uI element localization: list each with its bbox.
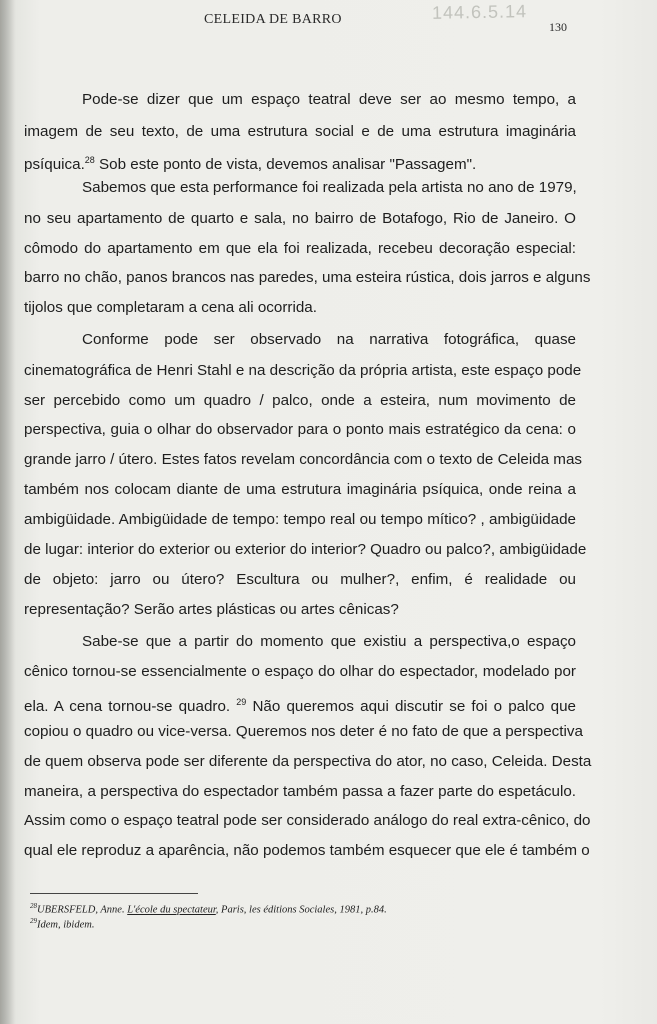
line-text: ela. A cena tornou-se quadro. [24,698,237,716]
footnote-author: UBERSFELD, Anne. [37,904,128,916]
paragraph-4-line: qual ele reproduz a aparência, não podemos também esquecer que ele é também o [24,842,590,859]
paragraph-3-line: também nos colocam diante de uma estrutura imaginária psíquica, onde reina a [24,481,576,498]
paragraph-3-line: de objeto: jarro ou útero? Escultura ou mulher?, enfim, é realidade ou [24,571,576,588]
footnote-number: 28 [30,902,37,910]
paragraph-1-line: Pode-se dizer que um espaço teatral deve ser ao mesmo tempo, a [82,91,576,108]
footnote-reference: 28 [84,155,95,165]
paragraph-3-line: Conforme pode ser observado na narrativa fotográfica, quase [82,331,576,348]
paragraph-2-line: Sabemos que esta performance foi realizada pela artista no ano de 1979, [82,179,577,196]
paragraph-4-line: de quem observa pode ser diferente da perspectiva do ator, no caso, Celeida. Desta [24,753,592,770]
paragraph-4-line: Assim como o espaço teatral pode ser considerado análogo do real extra-cênico, do [24,812,591,829]
line-text: Não queremos aqui discutir se foi o palco que [246,698,576,716]
paragraph-3-line: ambigüidade. Ambigüidade de tempo: tempo real ou tempo mítico? , ambigüidade [24,511,576,528]
footnote-number: 29 [30,917,37,925]
paragraph-4-line: copiou o quadro ou vice-versa. Queremos nos deter é no fato de que a perspectiva [24,723,583,740]
paragraph-1-line [24,150,576,175]
paragraph-2-line: barro no chão, panos brancos nas paredes, uma esteira rústica, dois jarros e alguns [24,269,591,286]
paragraph-4-line: cênico tornou-se essencialmente o espaço do olhar do espectador, modelado por [24,663,576,680]
footnote-reference: 29 [236,697,247,707]
page-gutter-shadow [0,0,16,1024]
paragraph-4-line [24,692,576,717]
paragraph-4-line: maneira, a perspectiva do espectador também passa a fazer parte do espetáculo. [24,783,576,800]
paragraph-3-line: grande jarro / útero. Estes fatos revelam concordância com o texto de Celeida mas [24,451,582,468]
paragraph-3-line: representação? Serão artes plásticas ou artes cênicas? [24,601,399,618]
paragraph-2-line: cômodo do apartamento em que ela foi realizada, recebeu decoração especial: [24,240,576,257]
paragraph-3-line: perspectiva, guia o olhar do observador para o ponto mais estratégico da cena: o [24,421,576,438]
paragraph-3-line: de lugar: interior do exterior ou exterior do interior? Quadro ou palco?, ambigüidade [24,541,587,558]
footnote-29 [30,917,94,931]
footnote-rule [30,893,198,894]
footnote-book-title: L'école du spectateur [127,904,216,916]
paragraph-3-line: cinematográfica de Henri Stahl e na descrição da própria artista, este espaço pode [24,362,582,379]
paragraph-2-line: no seu apartamento de quarto e sala, no bairro de Botafogo, Rio de Janeiro. O [24,210,576,227]
footnote-28 [30,902,387,916]
paragraph-1-line: imagem de seu texto, de uma estrutura social e de uma estrutura imaginária [24,123,576,140]
running-header: CELEIDA DE BARRO [204,12,342,27]
page-number: 130 [549,20,567,34]
line-text: psíquica. [24,156,85,174]
archive-stamp: 144.6.5.14 [431,1,528,23]
paragraph-2-line: tijolos que completaram a cena ali ocorrida. [24,299,317,316]
paragraph-3-line: ser percebido como um quadro / palco, onde a esteira, num movimento de [24,392,576,409]
paragraph-4-line: Sabe-se que a partir do momento que existiu a perspectiva,o espaço [82,633,576,650]
footnote-publication: , Paris, les éditions Sociales, 1981, p.84. [215,904,387,916]
footnote-text: Idem, ibidem. [37,919,95,931]
line-text: Sob este ponto de vista, devemos analisar "Passagem". [94,156,477,174]
